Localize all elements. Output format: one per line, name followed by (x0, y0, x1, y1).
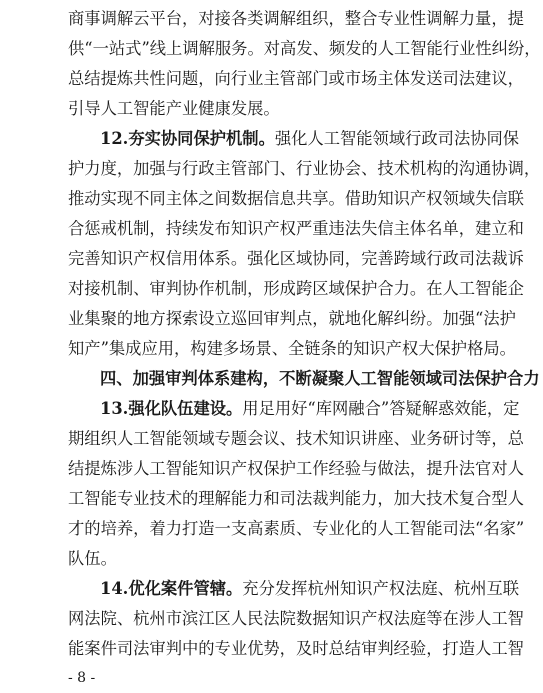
paragraph-first-line (100, 124, 520, 154)
text-line: 工智能专业技术的理解能力和司法裁判能力，加大技术复合型人 (68, 489, 524, 508)
text-span: 强化人工智能领域行政司法协同保 (274, 129, 520, 148)
paragraph-first-line (100, 574, 520, 604)
text-line: 能案件司法审判中的专业优势，及时总结审判经验，打造人工智 (68, 639, 524, 658)
section-lead: 13.强化队伍建设。 (100, 399, 243, 418)
text-line: 商事调解云平台，对接各类调解组织，整合专业性调解力量，提 (68, 9, 524, 28)
text-line: 总结提炼共性问题，向行业主管部门或市场主体发送司法建议， (68, 69, 524, 88)
text-span: 充分发挥杭州知识产权法庭、杭州互联 (242, 579, 520, 598)
page-number: - 8 - (68, 670, 96, 686)
paragraph-first-line (100, 394, 520, 424)
text-line: 业集聚的地方探索设立巡回审判点，就地化解纠纷。加强“法护 (68, 309, 516, 328)
section-heading: 四、加强审判体系建构，不断凝聚人工智能领域司法保护合力 (100, 369, 540, 388)
text-line: 对接机制、审判协作机制，形成跨区域保护合力。在人工智能企 (68, 279, 524, 298)
text-line: 合惩戒机制，持续发布知识产权严重违法失信主体名单，建立和 (68, 219, 524, 238)
text-line: 推动实现不同主体之间数据信息共享。借助知识产权领域失信联 (68, 189, 524, 208)
text-line: 引导人工智能产业健康发展。 (68, 99, 280, 118)
text-line: 供“一站式”线上调解服务。对高发、频发的人工智能行业性纠纷， (68, 39, 541, 58)
text-line: 结提炼涉人工智能知识产权保护工作经验与做法，提升法官对人 (68, 459, 524, 478)
section-lead: 14.优化案件管辖。 (100, 579, 243, 598)
text-line: 队伍。 (68, 549, 117, 568)
text-line: 护力度，加强与行政主管部门、行业协会、技术机构的沟通协调， (68, 159, 541, 178)
text-span: 用足用好“库网融合”答疑解惑效能，定 (242, 399, 520, 418)
text-line: 期组织人工智能领域专题会议、技术知识讲座、业务研讨等，总 (68, 429, 524, 448)
text-line: 完善知识产权信用体系。强化区域协同，完善跨域行政司法裁诉 (68, 249, 524, 268)
text-line: 知产”集成应用，构建多场景、全链条的知识产权大保护格局。 (68, 339, 516, 358)
text-line: 才的培养，着力打造一支高素质、专业化的人工智能司法“名家” (68, 519, 525, 538)
text-line: 网法院、杭州市滨江区人民法院数据知识产权法庭等在涉人工智 (68, 609, 524, 628)
section-lead: 12.夯实协同保护机制。 (100, 129, 275, 148)
